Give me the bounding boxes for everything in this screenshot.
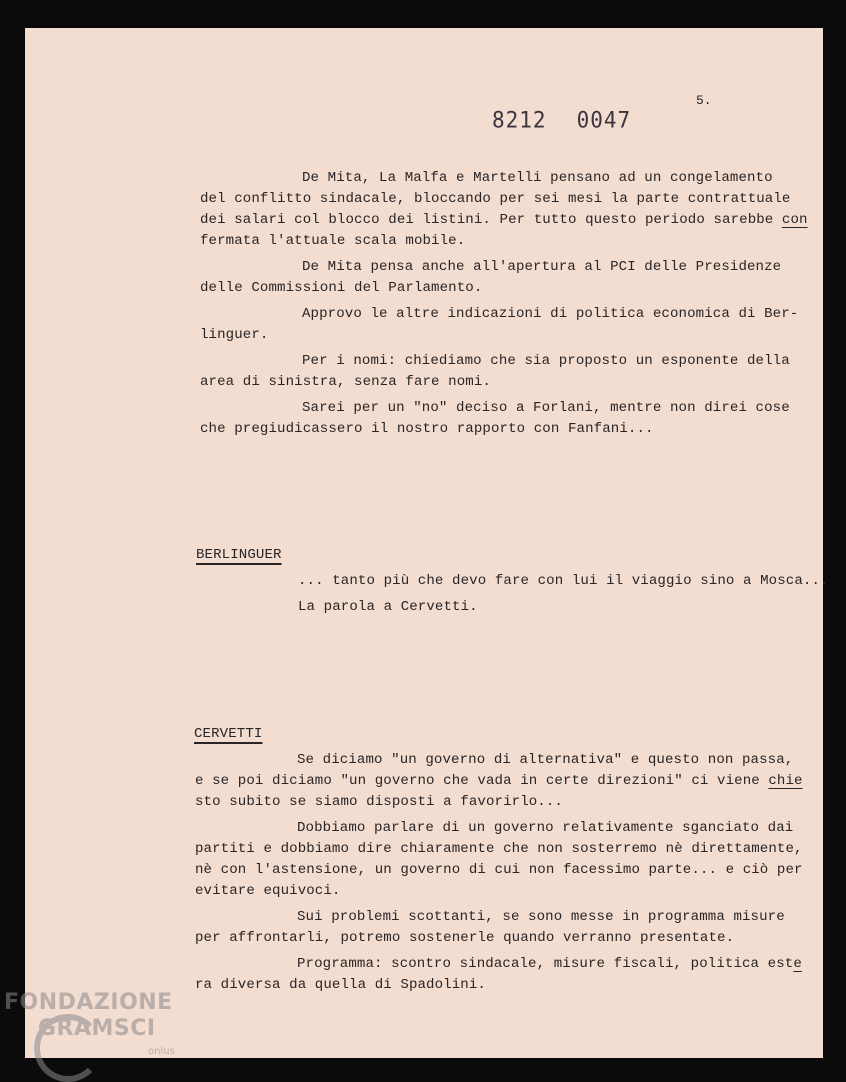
text-line: Se diciamo "un governo di alternativa" e questo non passa,: [297, 752, 794, 768]
text-line: La parola a Cervetti.: [298, 599, 478, 615]
text-line: Sarei per un "no" deciso a Forlani, mentre non direi cose: [302, 400, 790, 416]
archive-number-part-2: 0047: [576, 107, 632, 133]
speaker-name: BERLINGUER: [196, 547, 282, 563]
text-line: De Mita pensa anche all'apertura al PCI delle Presidenze: [302, 259, 782, 275]
watermark-line-1: FONDAZIONE: [4, 990, 173, 1015]
text-line: nè con l'astensione, un governo di cui non facessimo parte... e ciò per: [195, 862, 803, 878]
text-line: [195, 771, 803, 792]
text-segment: Programma: scontro sindacale, misure fiscali, politica est: [297, 956, 794, 972]
text-line: che pregiudicassero il nostro rapporto con Fanfani...: [200, 421, 654, 437]
text-line: Approvo le altre indicazioni di politica economica di Ber-: [302, 306, 799, 322]
underlined-syllable: con: [781, 212, 808, 228]
text-line: Dobbiamo parlare di un governo relativamente sganciato dai: [297, 820, 794, 836]
text-line: De Mita, La Malfa e Martelli pensano ad un congelamento: [302, 170, 773, 186]
speaker-name: CERVETTI: [194, 726, 263, 742]
text-line: Sui problemi scottanti, se sono messe in programma misure: [297, 909, 785, 925]
underlined-syllable: chie: [768, 773, 803, 789]
text-line: ra diversa da quella di Spadolini.: [195, 977, 486, 993]
text-line: area di sinistra, senza fare nomi.: [200, 374, 491, 390]
page-number: 5.: [696, 93, 712, 108]
text-segment: dei salari col blocco dei listini. Per tutto questo periodo sarebbe: [200, 212, 782, 228]
text-line: evitare equivoci.: [195, 883, 341, 899]
text-line: [297, 954, 802, 975]
archive-document-number: [492, 107, 661, 132]
text-line: linguer.: [200, 327, 269, 343]
text-line: Per i nomi: chiediamo che sia proposto un esponente della: [302, 353, 790, 369]
text-line: per affrontarli, potremo sostenerle quando verranno presentate.: [195, 930, 735, 946]
underlined-syllable: e: [793, 956, 802, 972]
text-line: del conflitto sindacale, bloccando per sei mesi la parte contrattuale: [200, 191, 791, 207]
text-line: [200, 210, 808, 231]
text-line: ... tanto più che devo fare con lui il viaggio sino a Mosca...: [298, 573, 829, 589]
watermark-line-3: onlus: [148, 1046, 175, 1057]
text-line: fermata l'attuale scala mobile.: [200, 233, 466, 249]
text-line: sto subito se siamo disposti a favorirlo...: [195, 794, 563, 810]
text-line: delle Commissioni del Parlamento.: [200, 280, 483, 296]
watermark-line-2: GRAMSCI: [38, 1016, 156, 1041]
archive-number-part-1: 8212: [492, 107, 547, 133]
text-segment: e se poi diciamo "un governo che vada in certe direzioni" ci viene: [195, 773, 769, 789]
text-line: partiti e dobbiamo dire chiaramente che non sosterremo nè direttamente,: [195, 841, 803, 857]
